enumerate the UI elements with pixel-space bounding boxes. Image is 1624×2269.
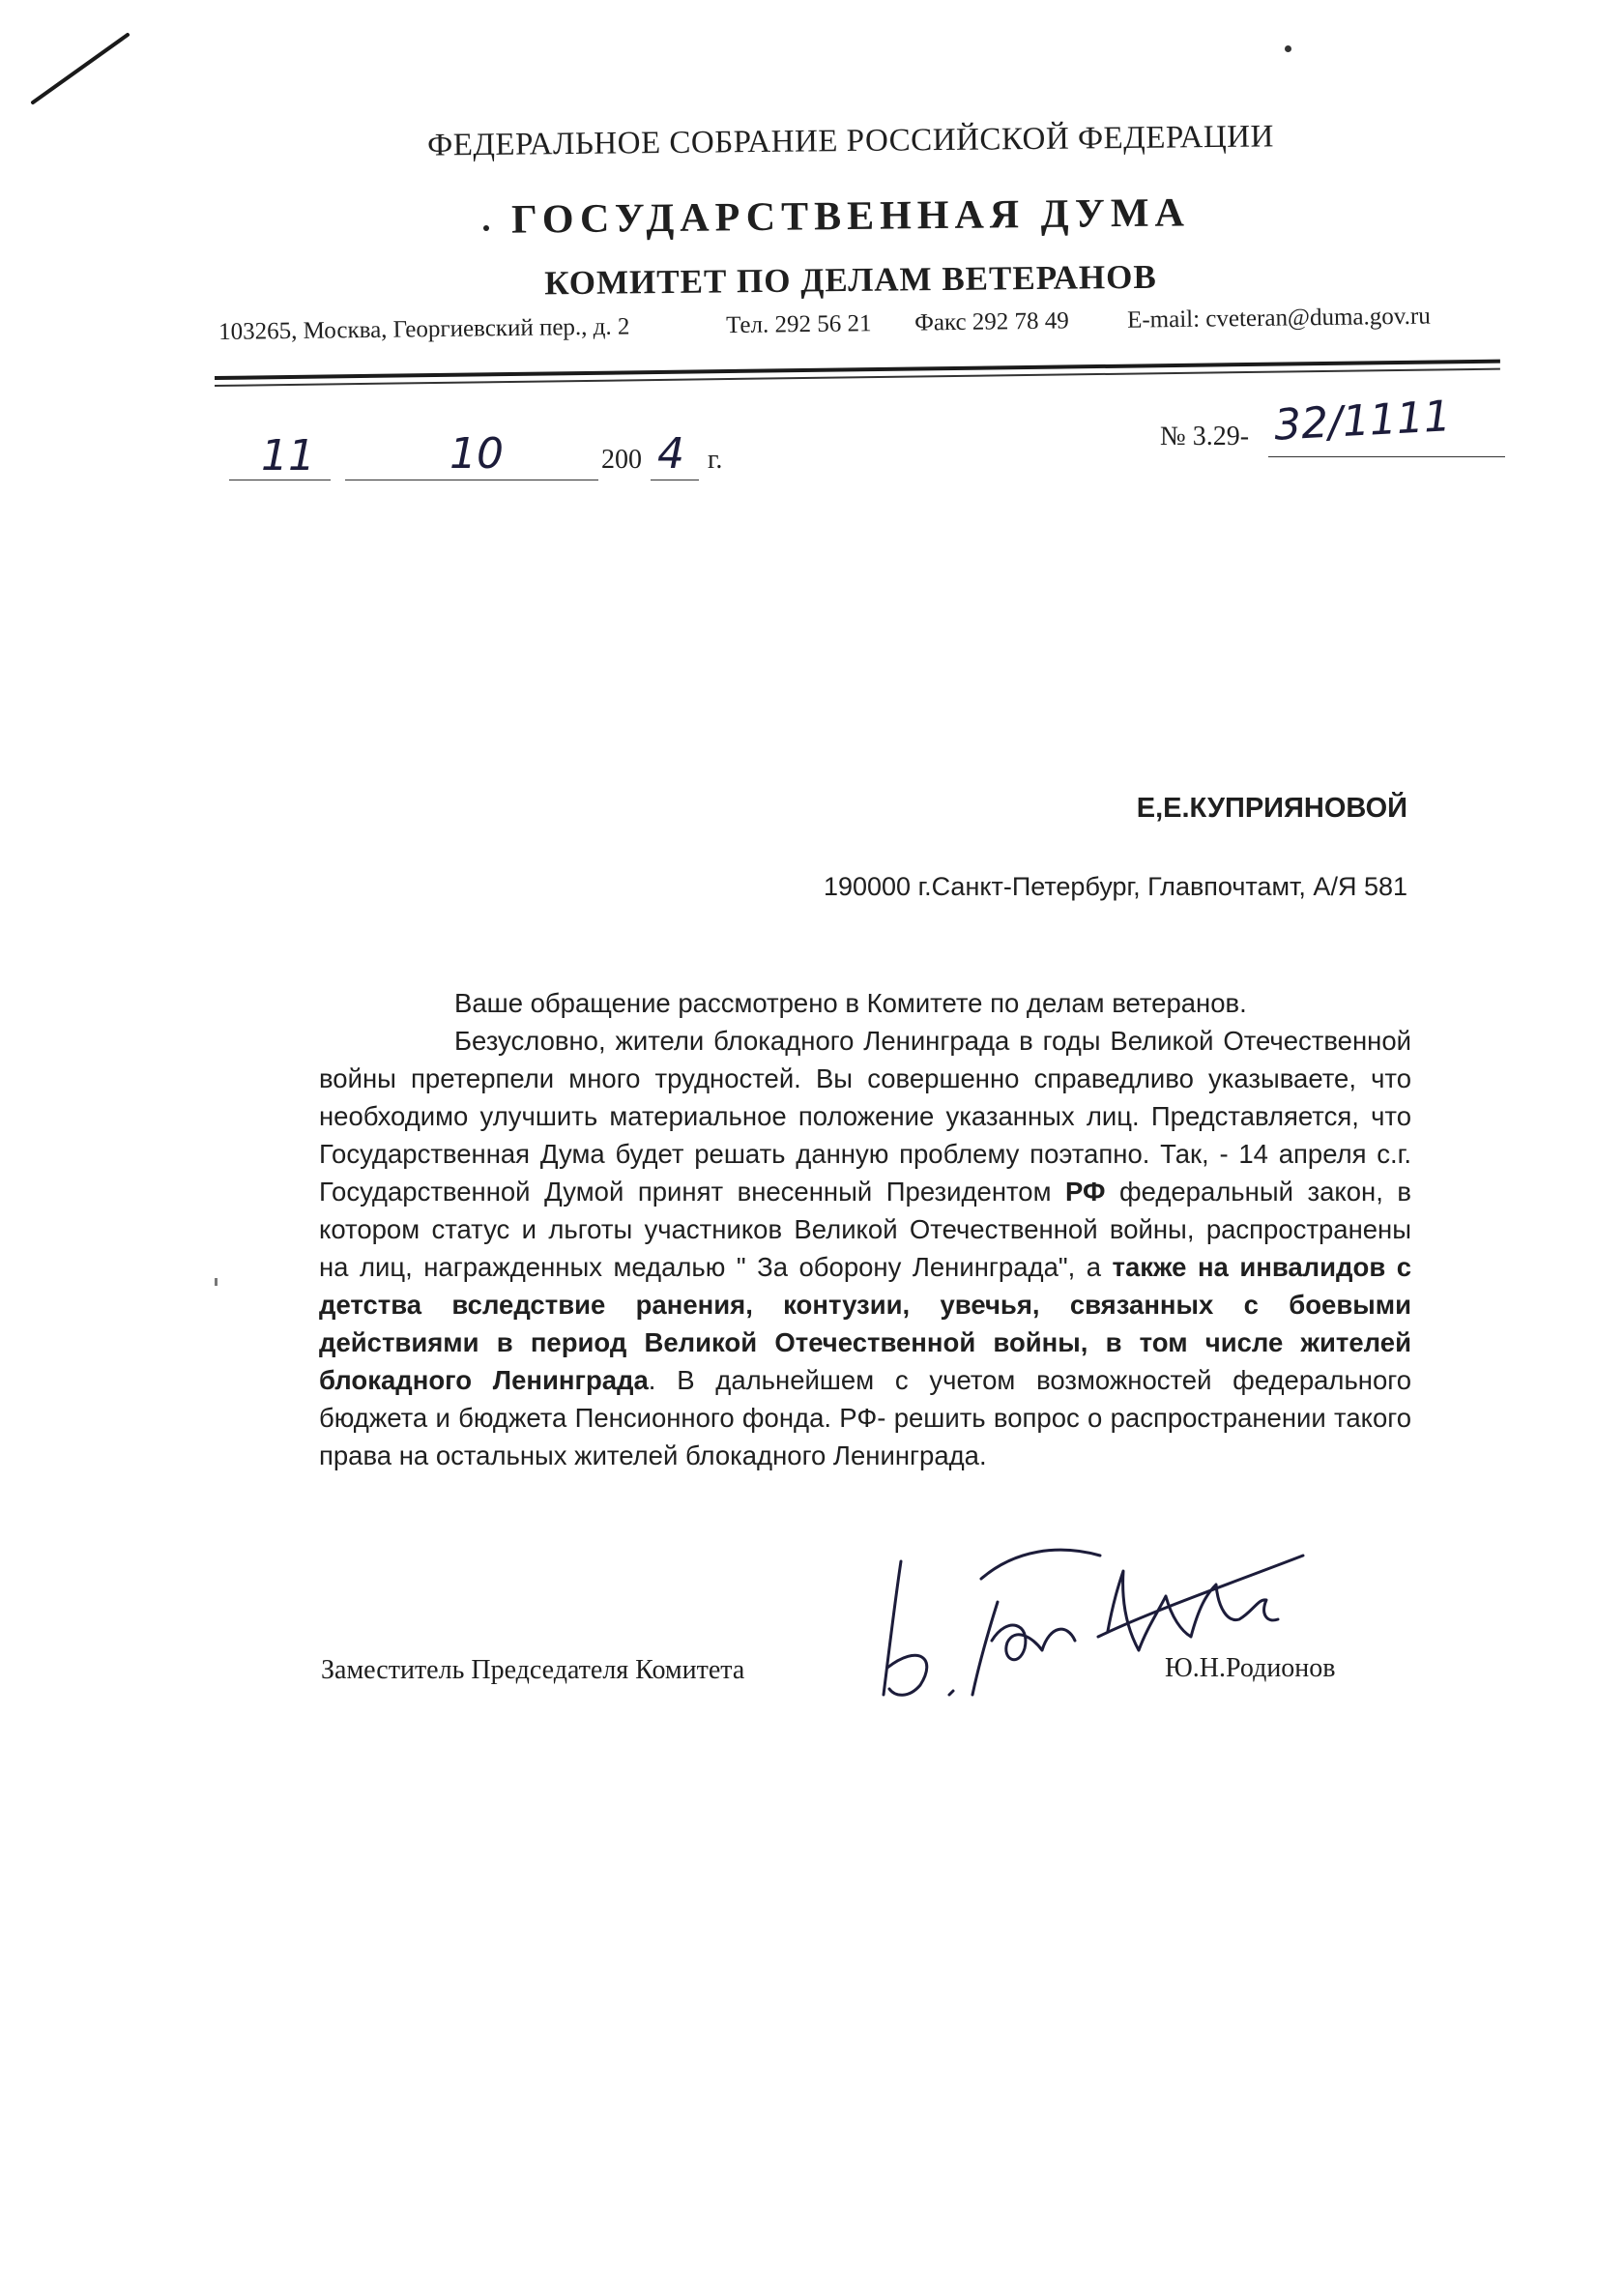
date-year-prefix: 200 bbox=[601, 445, 642, 475]
body-text-bold: также на инвалидов с детства вследствие ранения, контузии, увечья, связанных с боевыми действиями в период Великой Отечественной войны, в том числе жителей блокадного Ленинграда bbox=[319, 1252, 1411, 1395]
date-day: 11 bbox=[261, 431, 315, 480]
letterhead-email: E-mail: cveteran@duma.gov.ru bbox=[1126, 303, 1431, 334]
letterhead-federal-assembly: ФЕДЕРАЛЬНОЕ СОБРАНИЕ РОССИЙСКОЙ ФЕДЕРАЦИИ bbox=[426, 119, 1275, 163]
body-paragraph: Ваше обращение рассмотрено в Комитете по делам ветеранов. bbox=[454, 988, 1247, 1018]
registration-blank bbox=[1268, 454, 1505, 457]
pen-stroke-mark bbox=[27, 27, 133, 109]
registration-number: 32/1111 bbox=[1272, 392, 1453, 451]
letterhead-contacts bbox=[218, 303, 1494, 358]
letterhead-committee: КОМИТЕТ ПО ДЕЛАМ ВЕТЕРАНОВ bbox=[544, 257, 1157, 303]
date-suffix: г. bbox=[708, 445, 723, 475]
letterhead-fax: Факс 292 78 49 bbox=[914, 307, 1069, 336]
body-text: . В дальнейшем с учетом возможностей федерального бюджета и бюджета Пенсионного фонда. РФ- решить вопрос о распространении такого права на остальных жителей блокадного Ленинграда. bbox=[319, 1365, 1412, 1470]
body-text-bold: РФ bbox=[1065, 1177, 1106, 1207]
body-text: федеральный закон, в котором статус и льготы участников Великой Отечественной войны, распространены на лиц, награжденных медалью " За оборону Ленинграда", а bbox=[319, 1177, 1411, 1282]
scan-mark bbox=[215, 1278, 218, 1286]
letterhead-phone: Тел. 292 56 21 bbox=[725, 310, 872, 339]
body-text: Безусловно, жители блокадного Ленинграда в годы Великой Отечественной войны претерпели много трудностей. Вы совершенно справедливо указываете, что необходимо улучшить материальное положение указанных лиц. Представляется, что Государственная Дума будет решать данную проблему поэтапно. Так, - 14 апреля с.г. Государственной Думой принят внесенный Президентом bbox=[319, 1026, 1411, 1207]
letter-body bbox=[319, 984, 1411, 1474]
date-month: 10 bbox=[450, 429, 504, 479]
letterhead-address: 103265, Москва, Георгиевский пер., д. 2 bbox=[218, 313, 630, 345]
signer-title: Заместитель Председателя Комитета bbox=[321, 1655, 745, 1685]
recipient-name: Е,Е.КУПРИЯНОВОЙ bbox=[1136, 793, 1407, 824]
body-paragraph bbox=[319, 1022, 1411, 1474]
letterhead-state-duma: ГОСУДАРСТВЕННАЯ ДУМА bbox=[510, 190, 1191, 243]
recipient-address: 190000 г.Санкт-Петербург, Главпочтамт, А/Я 581 bbox=[823, 872, 1407, 901]
signer-name: Ю.Н.Родионов bbox=[1165, 1653, 1336, 1683]
ink-dot bbox=[1285, 45, 1291, 52]
registration-prefix: № 3.29- bbox=[1160, 422, 1250, 451]
date-year-digit: 4 bbox=[657, 429, 684, 479]
